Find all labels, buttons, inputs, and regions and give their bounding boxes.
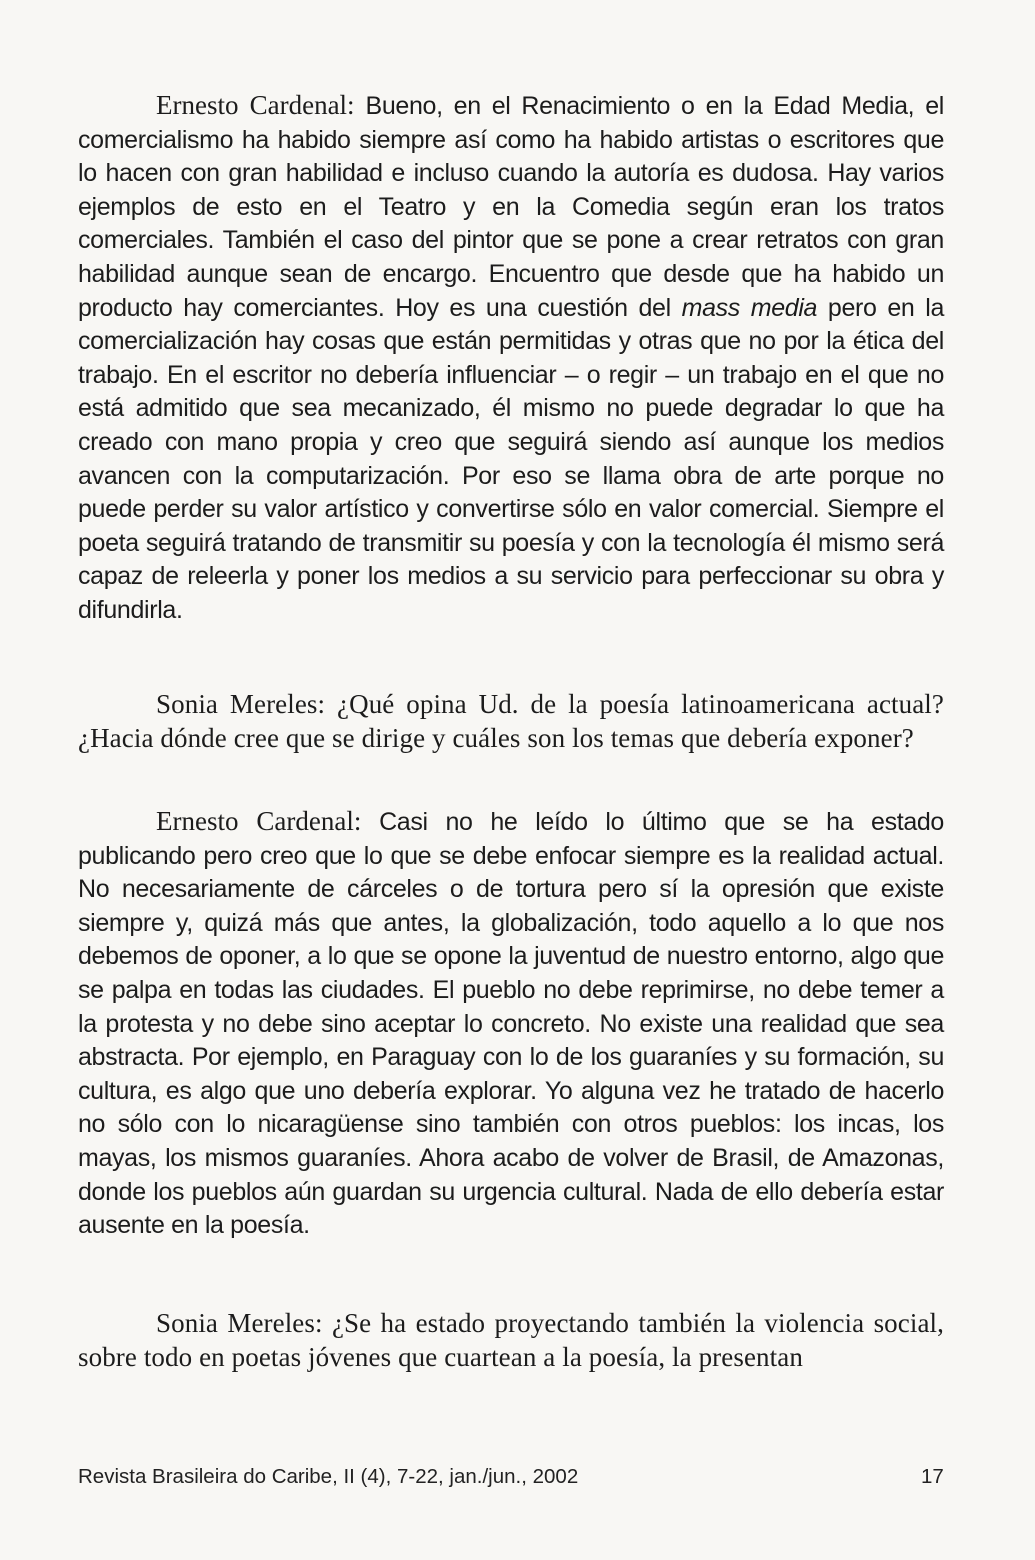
journal-citation: Revista Brasileira do Caribe, II (4), 7-22, jan./jun., 2002 [78, 1465, 579, 1488]
italic-term: mass media [681, 293, 818, 322]
paragraph-text-part: ¿Qué opina Ud. de la poesía latinoamericana actual? ¿Hacia dónde cree que se dirige y cuáles son los temas que debería exponer? [78, 689, 944, 753]
question-paragraph-1 [78, 688, 944, 755]
paragraph-text [78, 89, 944, 628]
paragraph-text-part: Casi no he leído lo último que se ha estado publicando pero creo que lo que se debe enfocar siempre es la realidad actual. No necesariamente de cárceles o de tortura pero sí la opresión que existe siempre y, quizá más que antes, la globalización, todo aquello a lo que nos debemos de oponer, a lo que se opone la juventud de nuestro entorno, algo que se palpa en todas las ciudades. El pueblo no debe reprimirse, no debe temer a la protesta y no debe sino aceptar lo concreto. No existe una realidad que sea abstracta. Por ejemplo, en Paraguay con lo de los guaraníes y su formación, su cultura, es algo que uno debería explorar. Yo alguna vez he tratado de hacerlo no sólo con lo nicaragüense sino también con otros pueblos: los incas, los mayas, los mismos guaraníes. Ahora acabo de volver de Brasil, de Amazonas, donde los pueblos aún guardan su urgencia cultural. Nada de ello debería estar ausente en la poesía. [78, 808, 944, 1240]
speaker-label: Ernesto Cardenal: [156, 806, 362, 836]
paragraph-text-part: ¿Se ha estado proyectando también la violencia social, sobre todo en poetas jóvenes que cuartean a la poesía, la presentan [78, 1308, 945, 1372]
paragraph-text [78, 805, 944, 1243]
speaker-label: Sonia Mereles: [156, 1308, 323, 1338]
speaker-label: Ernesto Cardenal: [156, 90, 355, 120]
answer-paragraph-2 [78, 805, 944, 1243]
page-number: 17 [921, 1465, 944, 1488]
paragraph-text-part: pero en la comercialización hay cosas que están permitidas y otras que no por la ética del trabajo. En el escritor no debería influenciar – o regir – un trabajo en el que no está admitido que sea mecanizado, él mismo no puede degradar lo que ha creado con mano propia y creo que seguirá siendo así aunque los medios avancen con la computarización. Por eso se llama obra de arte porque no puede perder su valor artístico y convertirse sólo en valor comercial. Siempre el poeta seguirá tratando de transmitir su poesía y con la tecnología él mismo será capaz de releerla y poner los medios a su servicio para perfeccionar su obra y difundirla. [78, 293, 944, 624]
paragraph-text [78, 1307, 944, 1374]
question-paragraph-2 [78, 1307, 944, 1374]
paragraph-text-part: Bueno, en el Renacimiento o en la Edad Media, el comercialismo ha habido siempre así como ha habido artistas o escritores que lo hacen con gran habilidad e incluso cuando la autoría es dudosa. Hay varios ejemplos de esto en el Teatro y en la Comedia según eran los tratos comerciales. También el caso del pintor que se pone a crear retratos con gran habilidad aunque sean de encargo. Encuentro que desde que ha habido un producto hay comerciantes. Hoy es una cuestión del [78, 92, 945, 322]
paragraph-text [78, 688, 944, 755]
answer-paragraph-1 [78, 89, 944, 628]
speaker-label: Sonia Mereles: [156, 689, 326, 719]
